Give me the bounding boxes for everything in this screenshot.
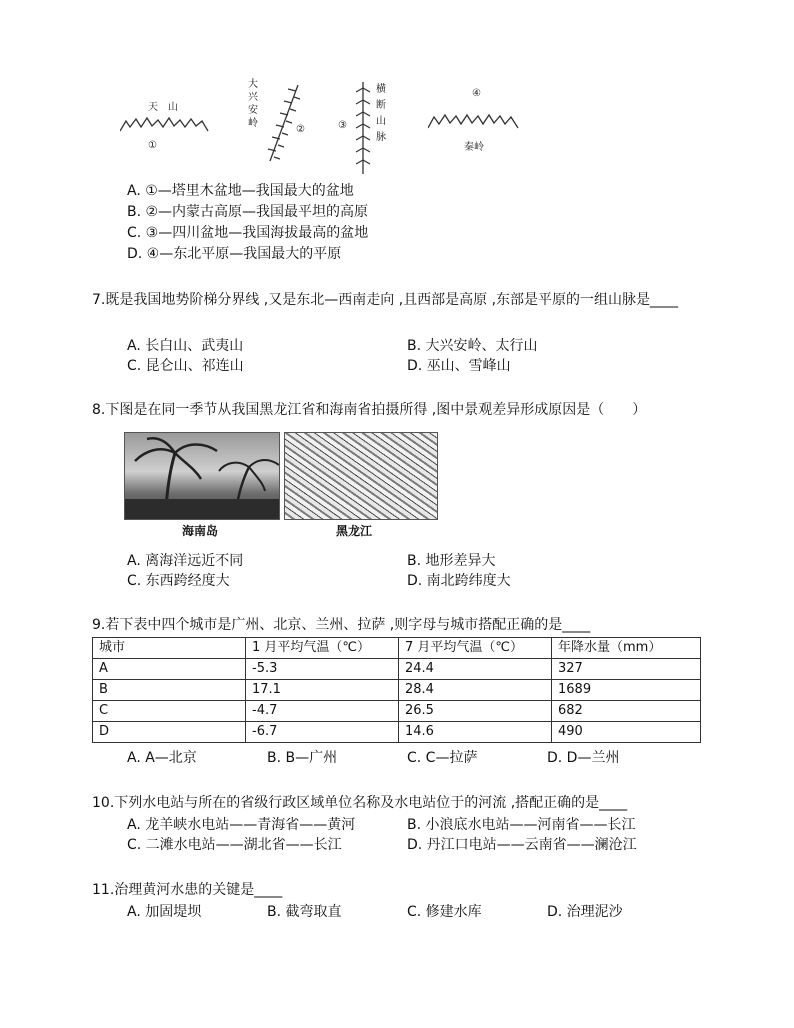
m2-name: 大 兴 安 岭 <box>248 79 258 129</box>
q8-option-c[interactable]: C. 东西跨经度大 <box>127 573 230 589</box>
daxinganling-range-drawing <box>262 83 302 163</box>
q10-option-c[interactable]: C. 二滩水电站——湖北省——长江 <box>127 837 342 853</box>
q6-option-d[interactable]: D. ④—东北平原—我国最大的平原 <box>127 246 342 262</box>
m4-name: 秦岭 <box>464 142 484 153</box>
q9-option-a[interactable]: A. A—北京 <box>127 750 197 766</box>
m3-number: ③ <box>338 120 347 131</box>
m1-number: ① <box>148 140 157 151</box>
q8-stem: 8.下图是在同一季节从我国黑龙江省和海南省拍摄所得 ,图中景观差异形成原因是（ ） <box>92 402 647 418</box>
q9-stem: 9.若下表中四个城市是广州、北京、兰州、拉萨 ,则字母与城市搭配正确的是____ <box>92 617 591 633</box>
tianshan-range-drawing <box>120 113 210 135</box>
m3-name: 横 断 山 脉 <box>376 84 386 143</box>
q7-option-b[interactable]: B. 大兴安岭、太行山 <box>407 338 538 354</box>
m2-number: ② <box>296 124 305 135</box>
q6-option-c[interactable]: C. ③—四川盆地—我国海拔最高的盆地 <box>127 225 369 241</box>
q7-option-c[interactable]: C. 昆仑山、祁连山 <box>127 358 244 374</box>
q6-option-b[interactable]: B. ②—内蒙古高原—我国最平坦的高原 <box>127 204 369 220</box>
q9-option-d[interactable]: D. D—兰州 <box>547 750 620 766</box>
header-precip: 年降水量（mm） <box>552 638 701 659</box>
q9-option-c[interactable]: C. C—拉萨 <box>407 750 478 766</box>
heilongjiang-photo <box>284 432 438 520</box>
q10-stem: 10.下列水电站与所在的省级行政区域单位名称及水电站位于的河流 ,搭配正确的是____ <box>92 795 628 811</box>
q9-option-b[interactable]: B. B—广州 <box>267 750 338 766</box>
hainan-caption: 海南岛 <box>182 524 219 538</box>
table-row: C -4.7 26.5 682 <box>93 701 701 722</box>
m1-name: 天 山 <box>148 102 178 113</box>
q8-option-d[interactable]: D. 南北跨纬度大 <box>407 573 511 589</box>
q10-option-d[interactable]: D. 丹江口电站——云南省——澜沧江 <box>407 837 637 853</box>
hainan-photo <box>124 432 280 520</box>
palm-tree-scene <box>125 433 279 519</box>
q8-option-b[interactable]: B. 地形差异大 <box>407 553 496 569</box>
q7-option-a[interactable]: A. 长白山、武夷山 <box>127 338 244 354</box>
header-city: 城市 <box>93 638 246 659</box>
header-jan-temp: 1 月平均气温（℃） <box>246 638 399 659</box>
m4-number: ④ <box>472 88 481 99</box>
hengduan-range-drawing <box>352 80 374 176</box>
table-row: B 17.1 28.4 1689 <box>93 680 701 701</box>
q7-stem: 7.既是我国地势阶梯分界线 ,又是东北—西南走向 ,且西部是高原 ,东部是平原的一组山脉是____ <box>92 292 679 308</box>
q7-option-d[interactable]: D. 巫山、雪峰山 <box>407 358 511 374</box>
q10-option-b[interactable]: B. 小浪底水电站——河南省——长江 <box>407 817 636 833</box>
table-row: A -5.3 24.4 327 <box>93 659 701 680</box>
heilongjiang-caption: 黑龙江 <box>336 524 373 538</box>
city-climate-table <box>92 637 701 743</box>
q11-option-a[interactable]: A. 加固堤坝 <box>127 904 202 920</box>
mountain-figure <box>110 78 530 178</box>
q11-option-d[interactable]: D. 治理泥沙 <box>547 904 623 920</box>
q8-option-a[interactable]: A. 离海洋远近不同 <box>127 553 244 569</box>
q6-option-a[interactable]: A. ①—塔里木盆地—我国最大的盆地 <box>127 183 354 199</box>
q11-stem: 11.治理黄河水患的关键是____ <box>92 882 283 898</box>
qinling-range-drawing <box>428 110 520 132</box>
q11-option-b[interactable]: B. 截弯取直 <box>267 904 342 920</box>
q10-option-a[interactable]: A. 龙羊峡水电站——青海省——黄河 <box>127 817 356 833</box>
table-header-row <box>93 638 701 659</box>
header-jul-temp: 7 月平均气温（℃） <box>399 638 552 659</box>
table-row: D -6.7 14.6 490 <box>93 722 701 743</box>
q11-option-c[interactable]: C. 修建水库 <box>407 904 482 920</box>
